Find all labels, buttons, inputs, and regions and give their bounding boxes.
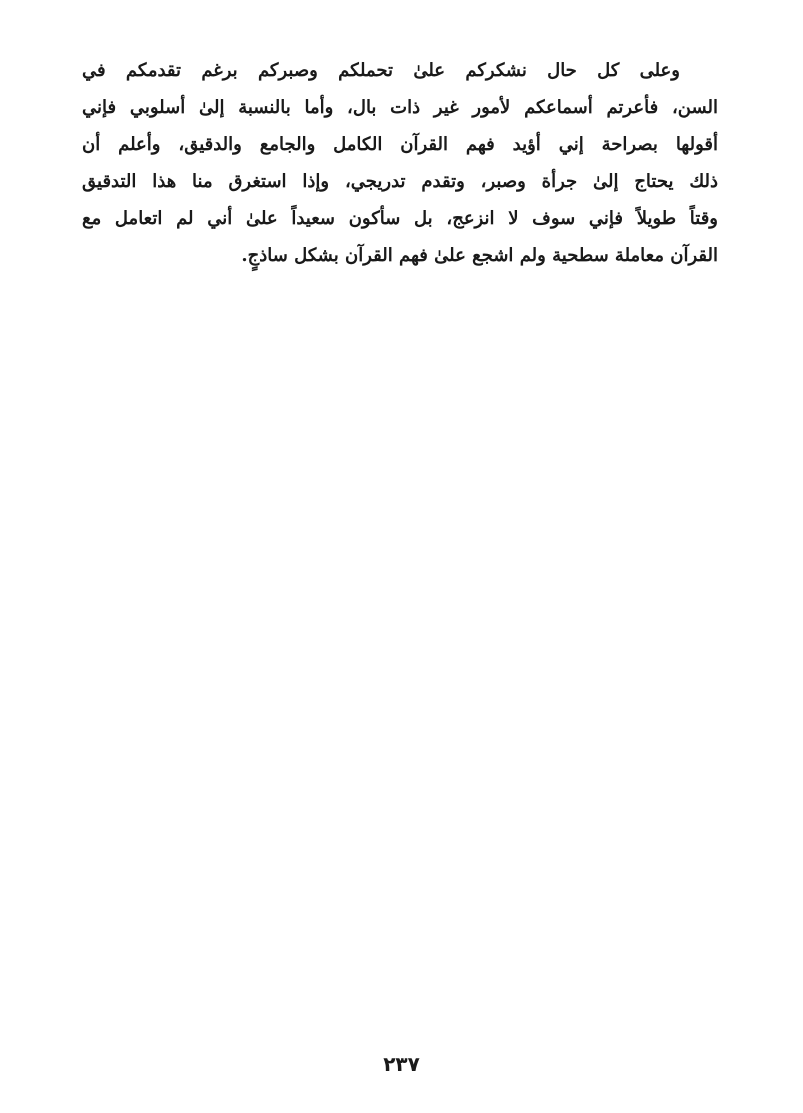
paragraph-line: وعلى كل حال نشكركم علىٰ تحملكم وصبركم برغم تقدمكم في [82, 60, 680, 81]
body-paragraph [82, 52, 718, 274]
paragraph-line: القرآن معاملة سطحية ولم اشجع علىٰ فهم القرآن بشكل ساذجٍ. [241, 245, 718, 266]
paragraph-line: وقتاً طويلاً فإني سوف لا انزعج، بل سأكون سعيداً علىٰ أني لم اتعامل مع [82, 208, 718, 229]
paragraph-line: السن، فأعرتم أسماعكم لأمور غير ذات بال، وأما بالنسبة إلىٰ أسلوبي فإني [82, 97, 718, 118]
paragraph-line: ذلك يحتاج إلىٰ جرأة وصبر، وتقدم تدريجي، وإذا استغرق منا هذا التدقيق [82, 171, 718, 192]
page-number: ٢٣٧ [383, 1052, 420, 1076]
paragraph-line: أقولها بصراحة إني أؤيد فهم القرآن الكامل والجامع والدقيق، وأعلم أن [82, 134, 718, 155]
